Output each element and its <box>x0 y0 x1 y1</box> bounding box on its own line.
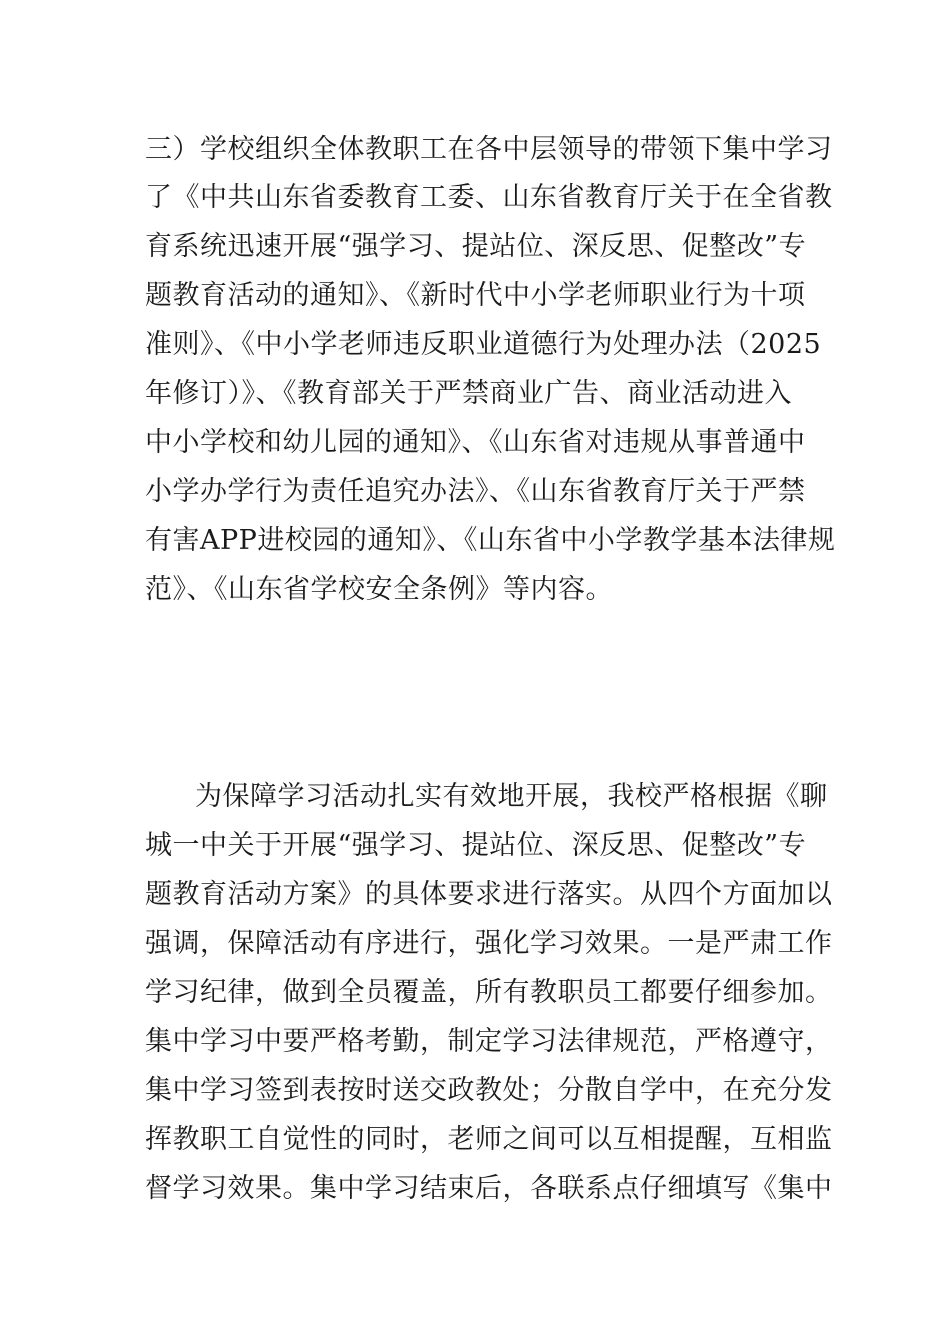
text-line: 挥教职工自觉性的同时，老师之间可以互相提醒，互相监 <box>145 1124 833 1155</box>
text-line: 三）学校组织全体教职工在各中层领导的带领下集中学习 <box>145 134 833 165</box>
text-line: 督学习效果。集中学习结束后，各联系点仔细填写《集中 <box>145 1173 833 1204</box>
text-line: 集中学习签到表按时送交政教处；分散自学中，在充分发 <box>145 1075 833 1106</box>
text-line: 了《中共山东省委教育工委、山东省教育厅关于在全省教 <box>145 182 833 213</box>
text-line: 学习纪律，做到全员覆盖，所有教职员工都要仔细参加。 <box>145 977 833 1008</box>
text-line: 育系统迅速开展“强学习、提站位、深反思、促整改”专 <box>145 231 807 262</box>
text-line: 范》、《山东省学校安全条例》等内容。 <box>145 574 613 605</box>
text-line: 集中学习中要严格考勤，制定学习法律规范，严格遵守， <box>145 1026 833 1057</box>
text-line: 城一中关于开展“强学习、提站位、深反思、促整改”专 <box>145 830 807 861</box>
text-line: 有害APP进校园的通知》、《山东省中小学教学基本法律规 <box>145 525 836 556</box>
text-line: 准则》、《中小学老师违反职业道德行为处理办法（2025 <box>145 329 822 360</box>
text-line: 小学办学行为责任追究办法》、《山东省教育厅关于严禁 <box>145 476 806 507</box>
text-line: 题教育活动方案》的具体要求进行落实。从四个方面加以 <box>145 879 833 910</box>
text-line: 年修订）》、《教育部关于严禁商业广告、商业活动进入 <box>145 378 792 409</box>
text-line: 中小学校和幼儿园的通知》、《山东省对违规从事普通中 <box>145 427 806 458</box>
text-line: 强调，保障活动有序进行，强化学习效果。一是严肃工作 <box>145 928 833 959</box>
text-line: 题教育活动的通知》、《新时代中小学老师职业行为十项 <box>145 280 806 311</box>
text-line: 为保障学习活动扎实有效地开展，我校严格根据《聊 <box>195 781 828 812</box>
